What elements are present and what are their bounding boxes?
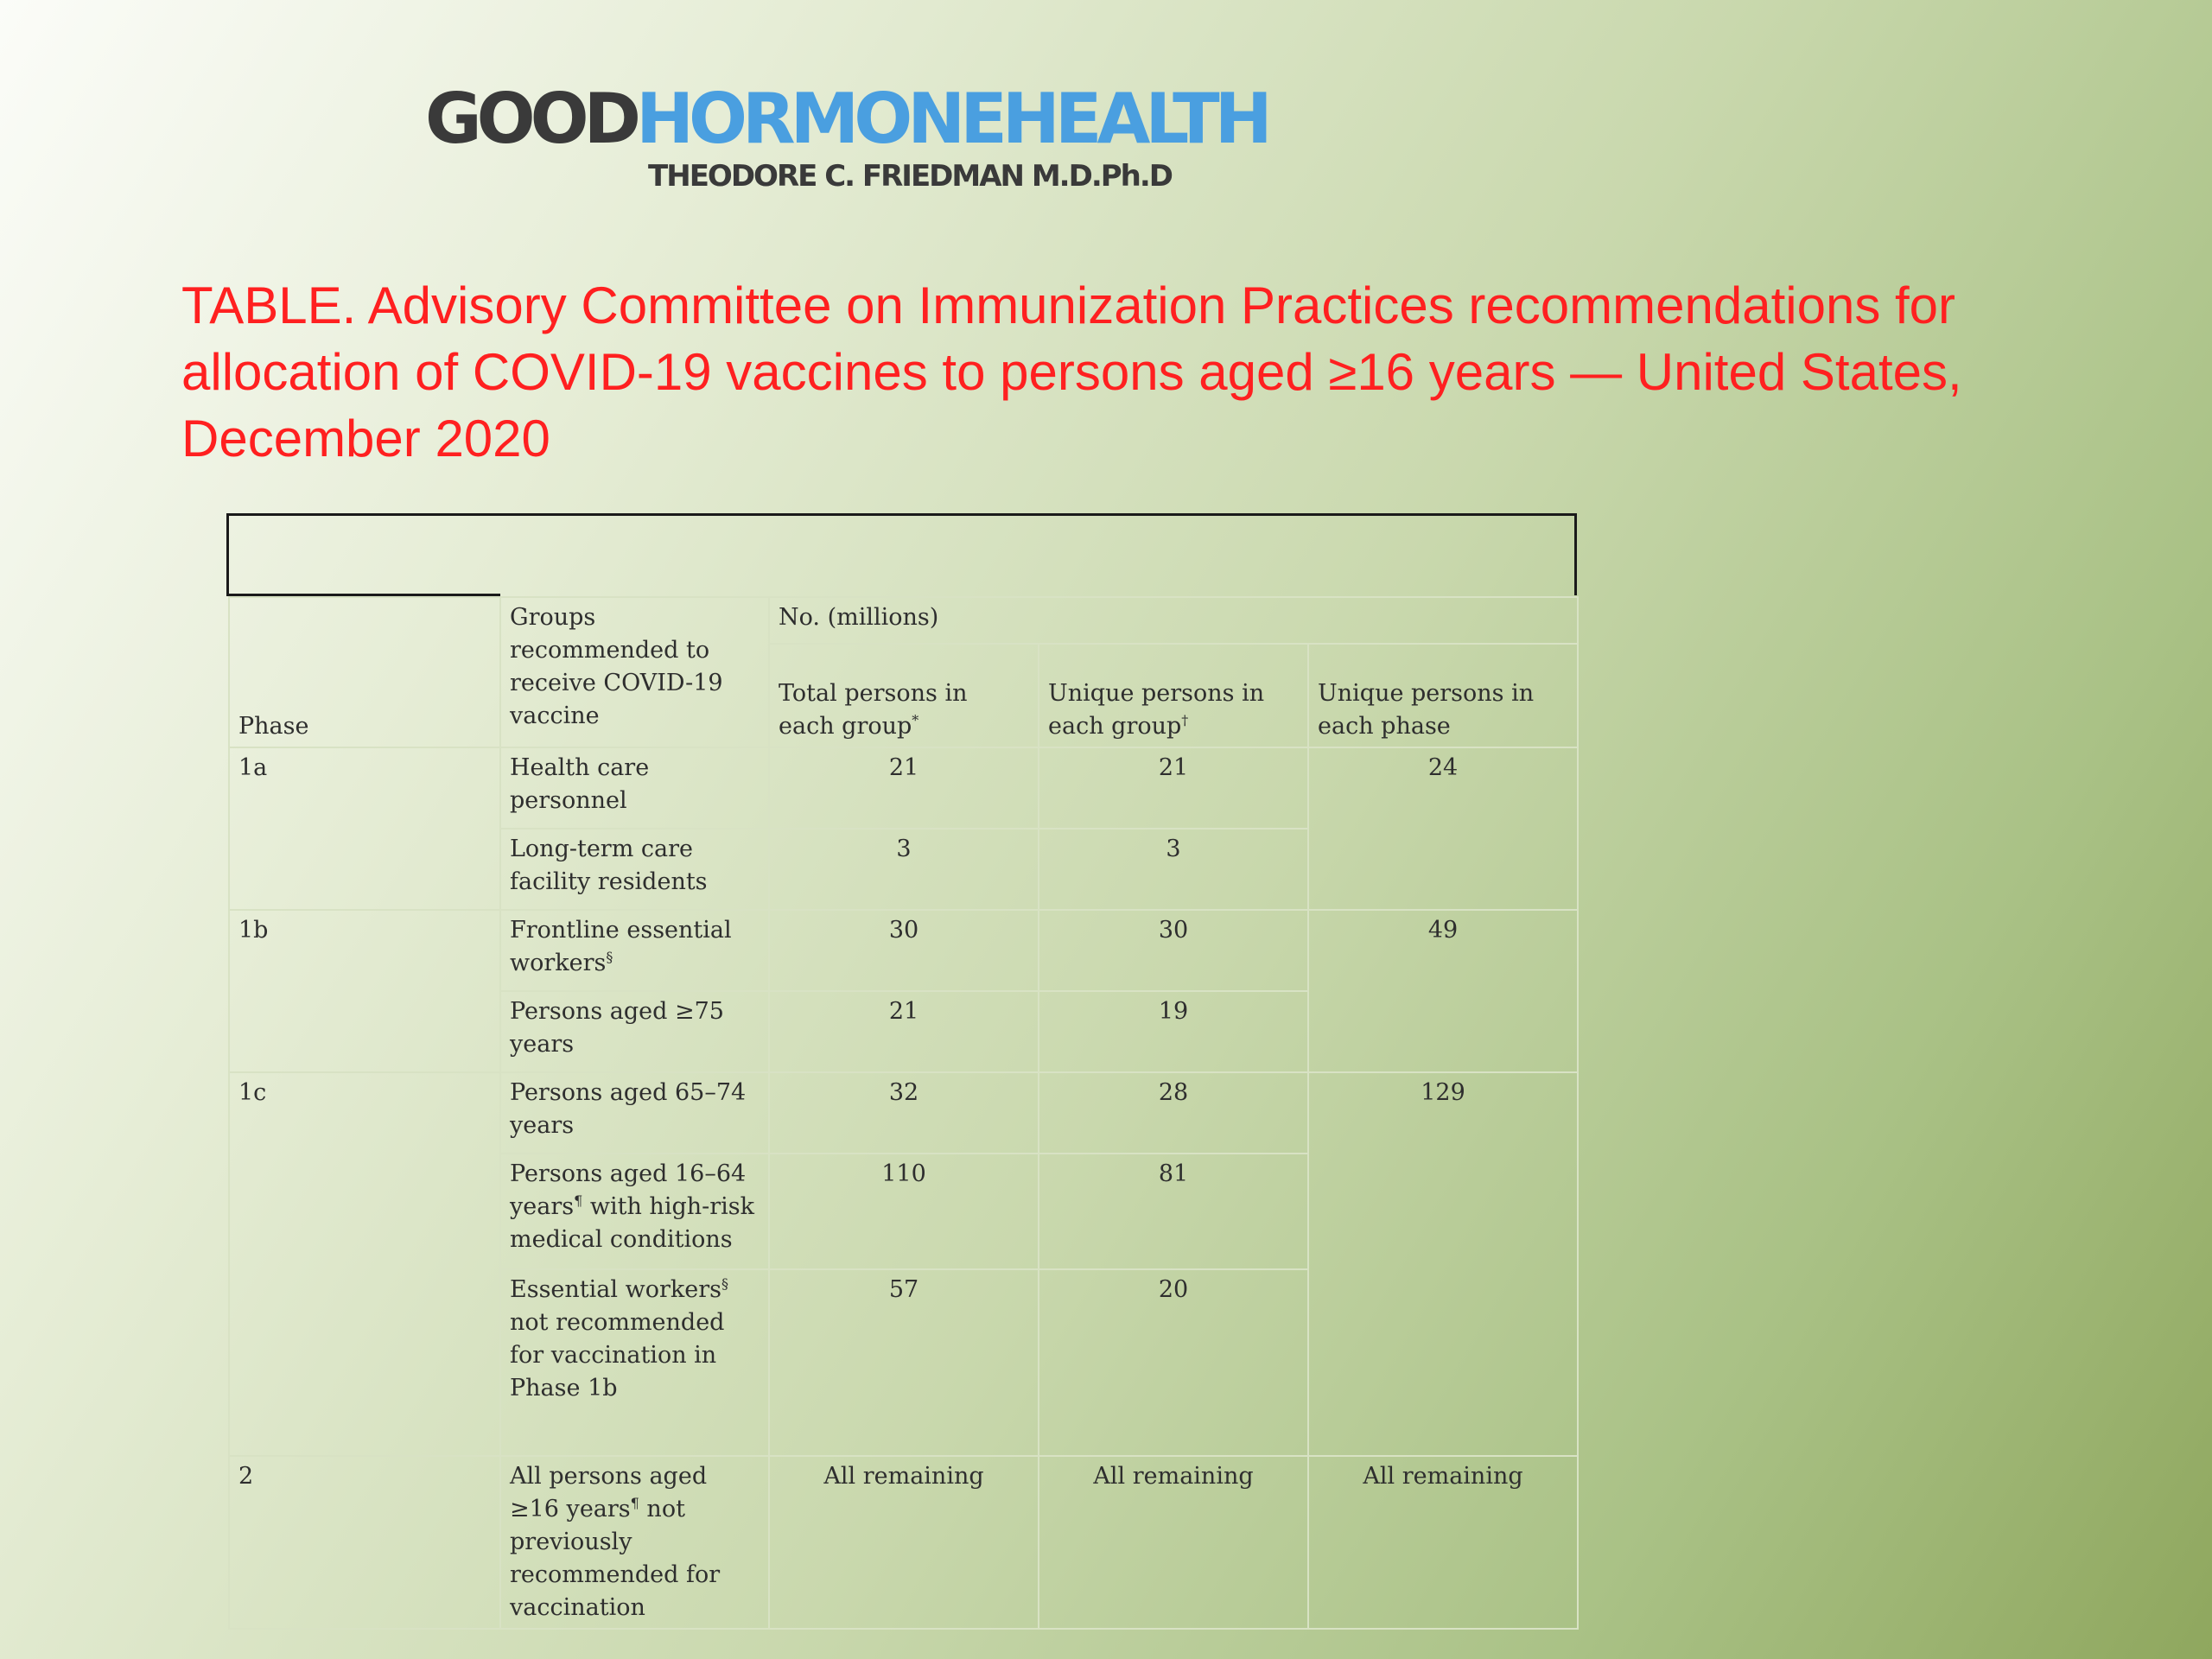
phase-cell: 1b — [229, 910, 500, 1072]
logo-hormonehealth: HORMONEHEALTH — [636, 79, 1268, 159]
table-row — [229, 747, 1578, 829]
group-cell — [500, 910, 769, 991]
group-cell — [500, 1154, 769, 1269]
group-cell: Health care personnel — [500, 747, 769, 829]
unique-phase-cell: 24 — [1308, 747, 1578, 910]
unique-phase-cell: All remaining — [1308, 1456, 1578, 1629]
unique-group-cell: All remaining — [1039, 1456, 1308, 1629]
unique-group-cell: 19 — [1039, 991, 1308, 1072]
group-text: Persons aged 16–64 years — [510, 1160, 747, 1220]
total-cell: 57 — [769, 1269, 1039, 1456]
group-text-cont: not recommended for vaccination in Phase 1b — [510, 1309, 725, 1402]
unique-group-cell: 28 — [1039, 1072, 1308, 1154]
header-phase: Phase — [229, 597, 500, 747]
group-cell: Persons aged 65–74 years — [500, 1072, 769, 1154]
table-row — [229, 1456, 1578, 1629]
footnote-dagger: † — [1181, 712, 1189, 728]
group-text: All persons aged ≥16 years — [510, 1463, 708, 1522]
table-row — [229, 1072, 1578, 1154]
phase-cell: 1a — [229, 747, 500, 910]
footnote-pilcrow: ¶ — [630, 1495, 639, 1511]
group-text-cont: not previously recommended for vaccination — [510, 1496, 721, 1621]
total-cell: 3 — [769, 829, 1039, 910]
group-cell: Persons aged ≥75 years — [500, 991, 769, 1072]
footnote-section: § — [721, 1275, 728, 1292]
footnote-asterisk: * — [912, 712, 919, 728]
group-text-cont: with high-risk medical conditions — [510, 1193, 755, 1253]
table-top-frame — [226, 513, 1577, 595]
header-row-1 — [229, 597, 1578, 644]
phase-cell: 2 — [229, 1456, 500, 1629]
group-cell: Long-term care facility residents — [500, 829, 769, 910]
header-total-persons — [769, 644, 1039, 747]
header-unique-group — [1039, 644, 1308, 747]
table-row — [229, 910, 1578, 991]
unique-group-cell: 30 — [1039, 910, 1308, 991]
header-total-text: Total persons in each group — [779, 680, 968, 740]
header-unique-group-text: Unique persons in each group — [1048, 680, 1265, 740]
unique-group-cell: 3 — [1039, 829, 1308, 910]
unique-phase-cell: 129 — [1308, 1072, 1578, 1456]
logo-wordmark — [425, 79, 1268, 159]
allocation-table — [228, 596, 1579, 1630]
slide-title: TABLE. Advisory Committee on Immunization Practices recommendations for allocation of COVID-19 vaccines to persons aged ≥16 years — United States, December 2020 — [181, 276, 1962, 467]
footnote-section: § — [606, 949, 613, 965]
phase-cell: 1c — [229, 1072, 500, 1456]
total-cell: 110 — [769, 1154, 1039, 1269]
unique-group-cell: 21 — [1039, 747, 1308, 829]
header-unique-phase: Unique persons in each phase — [1308, 644, 1578, 747]
group-cell — [500, 1456, 769, 1629]
logo-subtitle: THEODORE C. FRIEDMAN M.D.Ph.D — [648, 159, 1172, 194]
site-logo — [425, 79, 1268, 197]
group-cell — [500, 1269, 769, 1456]
unique-group-cell: 20 — [1039, 1269, 1308, 1456]
total-cell: 21 — [769, 747, 1039, 829]
header-no-millions: No. (millions) — [769, 597, 1578, 644]
total-cell: All remaining — [769, 1456, 1039, 1629]
logo-good: GOOD — [425, 79, 637, 159]
group-text: Essential workers — [510, 1276, 721, 1303]
unique-phase-cell: 49 — [1308, 910, 1578, 1072]
group-text: Frontline essential workers — [510, 917, 732, 976]
total-cell: 32 — [769, 1072, 1039, 1154]
total-cell: 30 — [769, 910, 1039, 991]
header-groups: Groups recommended to receive COVID-19 vaccine — [500, 597, 769, 747]
footnote-pilcrow: ¶ — [574, 1192, 583, 1209]
total-cell: 21 — [769, 991, 1039, 1072]
unique-group-cell: 81 — [1039, 1154, 1308, 1269]
